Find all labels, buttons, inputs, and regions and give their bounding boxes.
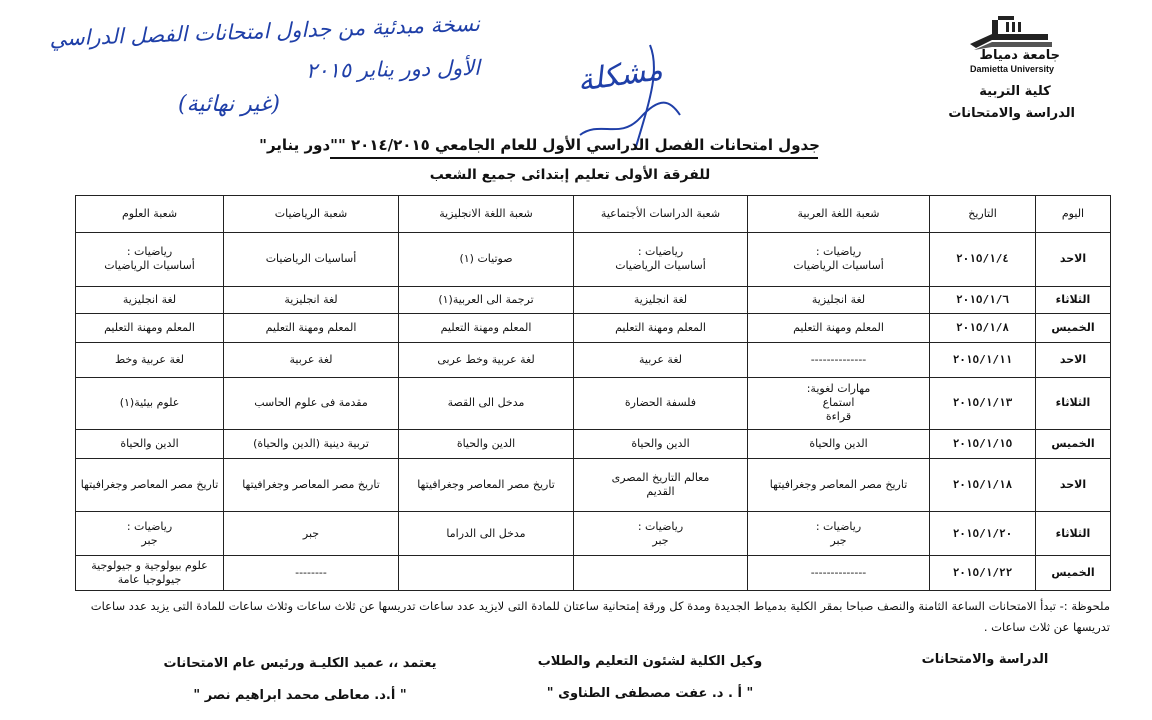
arabic-cell: الدين والحياة xyxy=(748,429,930,458)
title-underline xyxy=(330,157,818,159)
math-cell: لغة عربية xyxy=(224,342,399,377)
social-studies-cell: معالم التاريخ المصرى القديم xyxy=(574,458,748,512)
english-cell: تاريخ مصر المعاصر وجغرافيتها xyxy=(399,458,574,512)
arabic-cell: المعلم ومهنة التعليم xyxy=(748,313,930,342)
footer-vice-dean-name: " أ . د. عفت مصطفى الطناوى " xyxy=(546,686,754,701)
table-row xyxy=(76,313,1111,342)
date-cell: ٢٠١٥/١/١١ xyxy=(930,342,1036,377)
table-row xyxy=(76,555,1111,590)
day-cell: الخميس xyxy=(1036,313,1111,342)
footer-department: الدراسة والامتحانات xyxy=(921,652,1049,667)
math-cell: جبر xyxy=(224,512,399,555)
exam-schedule-table xyxy=(75,195,1111,591)
university-name-ar: جامعة دمياط xyxy=(979,48,1060,63)
header-math: شعبة الرياضيات xyxy=(224,196,399,233)
science-cell: تاريخ مصر المعاصر وجغرافيتها xyxy=(76,458,224,512)
day-cell: الخميس xyxy=(1036,429,1111,458)
science-cell: علوم بيئية(١) xyxy=(76,377,224,429)
social-studies-cell: فلسفة الحضارة xyxy=(574,377,748,429)
header-date: التاريخ xyxy=(930,196,1036,233)
english-cell: صوتيات (١) xyxy=(399,233,574,287)
math-cell: مقدمة فى علوم الحاسب xyxy=(224,377,399,429)
footer-dean-title: يعتمد ،، عميد الكليـة ورئيس عام الامتحانات xyxy=(163,656,437,671)
arabic-cell: مهارات لغوية: استماع قراءة xyxy=(748,377,930,429)
science-cell: علوم بيولوجية و جيولوجية جيولوجيا عامة xyxy=(76,555,224,590)
arabic-cell: رياضيات : أساسيات الرياضيات xyxy=(748,233,930,287)
table-row xyxy=(76,458,1111,512)
math-cell: تربية دينية (الدين والحياة) xyxy=(224,429,399,458)
social-studies-cell xyxy=(574,555,748,590)
header-social-studies: شعبة الدراسات الأجتماعية xyxy=(574,196,748,233)
header-day: اليوم xyxy=(1036,196,1111,233)
day-cell: الاحد xyxy=(1036,458,1111,512)
table-row xyxy=(76,286,1111,313)
table-header-row xyxy=(76,196,1111,233)
header-english: شعبة اللغة الانجليزية xyxy=(399,196,574,233)
arabic-cell: تاريخ مصر المعاصر وجغرافيتها xyxy=(748,458,930,512)
handwritten-note-line3: (غير نهائية) xyxy=(178,92,280,117)
day-cell: الاحد xyxy=(1036,233,1111,287)
handwritten-note-line2: الأول دور يناير ٢٠١٥ xyxy=(305,55,481,83)
date-cell: ٢٠١٥/١/٤ xyxy=(930,233,1036,287)
english-cell: الدين والحياة xyxy=(399,429,574,458)
footer-dean-name: " أ.د. معاطى محمد ابراهيم نصر " xyxy=(193,688,407,703)
page-subtitle: للفرقة الأولى تعليم إبتدائى جميع الشعب xyxy=(429,167,711,183)
english-cell xyxy=(399,555,574,590)
day-cell: الثلاثاء xyxy=(1036,512,1111,555)
math-cell: أساسيات الرياضيات xyxy=(224,233,399,287)
university-name-en: Damietta University xyxy=(969,64,1055,74)
arabic-cell: رياضيات : جبر xyxy=(748,512,930,555)
day-cell: الاحد xyxy=(1036,342,1111,377)
table-row xyxy=(76,377,1111,429)
footer-vice-dean-title: وكيل الكلية لشئون التعليم والطلاب xyxy=(537,654,763,669)
english-cell: المعلم ومهنة التعليم xyxy=(399,313,574,342)
table-row xyxy=(76,429,1111,458)
table-row xyxy=(76,233,1111,287)
social-studies-cell: رياضيات : أساسيات الرياضيات xyxy=(574,233,748,287)
math-cell: تاريخ مصر المعاصر وجغرافيتها xyxy=(224,458,399,512)
math-cell: المعلم ومهنة التعليم xyxy=(224,313,399,342)
date-cell: ٢٠١٥/١/٢٠ xyxy=(930,512,1036,555)
header-arabic: شعبة اللغة العربية xyxy=(748,196,930,233)
date-cell: ٢٠١٥/١/١٣ xyxy=(930,377,1036,429)
date-cell: ٢٠١٥/١/٢٢ xyxy=(930,555,1036,590)
arabic-cell: -------------- xyxy=(748,342,930,377)
signature-scribble xyxy=(560,40,700,150)
english-cell: لغة عربية وخط عربى xyxy=(399,342,574,377)
science-cell: رياضيات : أساسيات الرياضيات xyxy=(76,233,224,287)
department-name: الدراسة والامتحانات xyxy=(948,106,1075,121)
date-cell: ٢٠١٥/١/٨ xyxy=(930,313,1036,342)
english-cell: ترجمة الى العربية(١) xyxy=(399,286,574,313)
social-studies-cell: الدين والحياة xyxy=(574,429,748,458)
science-cell: لغة انجليزية xyxy=(76,286,224,313)
social-studies-cell: رياضيات : جبر xyxy=(574,512,748,555)
arabic-cell: -------------- xyxy=(748,555,930,590)
date-cell: ٢٠١٥/١/١٥ xyxy=(930,429,1036,458)
date-cell: ٢٠١٥/١/١٨ xyxy=(930,458,1036,512)
math-cell: -------- xyxy=(224,555,399,590)
header-science: شعبة العلوم xyxy=(76,196,224,233)
handwritten-note-line1: نسخة مبدئية من جداول امتحانات الفصل الدراسي xyxy=(49,11,481,51)
faculty-name: كلية التربية xyxy=(979,84,1051,99)
page-title: جدول امتحانات الفصل الدراسي الأول للعام الجامعي ٢٠١٤/٢٠١٥ ""دور يناير" xyxy=(259,136,820,154)
day-cell: الخميس xyxy=(1036,555,1111,590)
table-row xyxy=(76,512,1111,555)
day-cell: الثلاثاء xyxy=(1036,286,1111,313)
table-row xyxy=(76,342,1111,377)
arabic-cell: لغة انجليزية xyxy=(748,286,930,313)
science-cell: الدين والحياة xyxy=(76,429,224,458)
social-studies-cell: المعلم ومهنة التعليم xyxy=(574,313,748,342)
handwritten-signature: مشكلة xyxy=(575,52,665,99)
day-cell: الثلاثاء xyxy=(1036,377,1111,429)
date-cell: ٢٠١٥/١/٦ xyxy=(930,286,1036,313)
english-cell: مدخل الى الدراما xyxy=(399,512,574,555)
social-studies-cell: لغة عربية xyxy=(574,342,748,377)
science-cell: لغة عربية وخط xyxy=(76,342,224,377)
science-cell: رياضيات : جبر xyxy=(76,512,224,555)
math-cell: لغة انجليزية xyxy=(224,286,399,313)
exam-note: ملحوظة :- تبدأ الامتحانات الساعة الثامنة والنصف صباحا بمقر الكلية بدمياط الجديدة ومدة كل ورقة إمتحانية ساعتان للمادة التى لايزيد عدد ساعات تدريسها عن ثلاث ساعات وثلاث ساعات للمادة التى يزيد عدد ساعات تدريسها عن ثلاث ساعات . xyxy=(90,599,1110,634)
social-studies-cell: لغة انجليزية xyxy=(574,286,748,313)
english-cell: مدخل الى القصة xyxy=(399,377,574,429)
science-cell: المعلم ومهنة التعليم xyxy=(76,313,224,342)
